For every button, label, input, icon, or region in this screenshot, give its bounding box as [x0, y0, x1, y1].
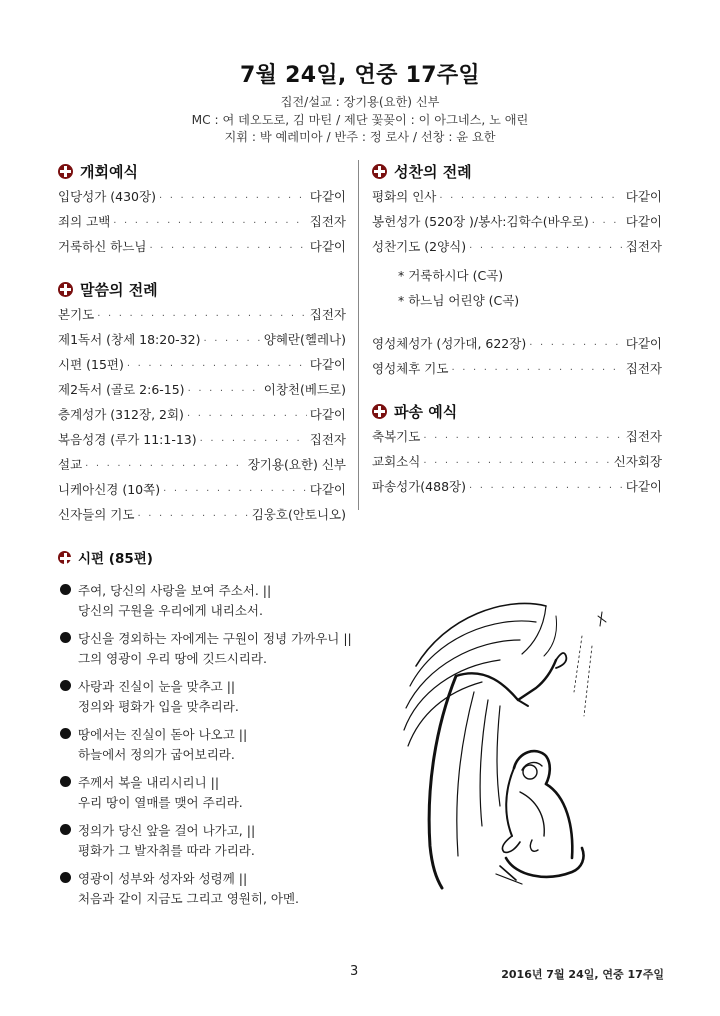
annunciation-illustration [396, 596, 628, 892]
order-item [58, 187, 346, 212]
left-column [58, 158, 346, 530]
section-header [58, 544, 378, 570]
order-item [58, 430, 346, 455]
leader-dots [529, 340, 623, 351]
order-item [372, 359, 662, 384]
item-label: 봉헌성가 (520장 )/봉사:김학수(바우로) [372, 214, 589, 229]
leader-dots [113, 218, 306, 229]
item-label: 설교 [58, 457, 83, 472]
page-number: 3 [350, 964, 359, 979]
verse-line: 당신을 경외하는 자에게는 구원이 정녕 가까우니 || [78, 630, 352, 646]
order-item [372, 452, 662, 477]
item-value: 집전자 [625, 239, 662, 254]
leader-dots [85, 461, 245, 472]
order-item [58, 355, 346, 380]
verse-line: 하늘에서 정의가 굽어보리라. [78, 747, 235, 762]
item-label: 교회소식 [372, 454, 421, 469]
order-item [58, 480, 346, 505]
order-item [372, 427, 662, 452]
cross-icon [372, 164, 387, 179]
section-header [58, 158, 346, 184]
cross-icon [58, 282, 73, 297]
item-value: 집전자 [309, 432, 346, 447]
credits-line: 지휘 : 박 예레미아 / 반주 : 정 로사 / 선창 : 윤 요한 [224, 130, 496, 144]
item-value: 다같이 [309, 357, 346, 372]
order-item [58, 305, 346, 330]
verse-line: 사랑과 진실이 눈을 맞추고 || [78, 678, 236, 694]
item-label: 복음성경 (루가 11:1-13) [58, 432, 197, 447]
item-label: 성찬기도 (2양식) [372, 239, 467, 254]
item-label: 시편 (15편) [58, 357, 124, 372]
item-label: 제1독서 (창세 18:20-32) [58, 332, 201, 347]
leader-dots [592, 218, 623, 229]
item-label: 층계성가 (312장, 2회) [58, 407, 184, 422]
verse-line: 정의와 평화가 입을 맞추리라. [78, 699, 239, 714]
item-value: 김웅호(안토니오) [251, 507, 346, 522]
order-item [58, 405, 346, 430]
item-value: 집전자 [625, 361, 662, 376]
section-header [372, 158, 662, 184]
verse-line: 평화가 그 발자취를 따라 가리라. [78, 843, 255, 858]
item-value: 양혜란(헬레나) [263, 332, 346, 347]
leader-dots [469, 243, 623, 254]
order-item [372, 187, 662, 212]
item-label: 입당성가 (430장) [58, 189, 156, 204]
verse-line: 그의 영광이 우리 땅에 깃드시리라. [78, 651, 267, 666]
leader-dots [439, 193, 622, 204]
section-header [58, 276, 346, 302]
verse-line: 당신의 구원을 우리에게 내리소서. [78, 603, 263, 618]
item-label: 평화의 인사 [372, 189, 437, 204]
leader-dots [127, 361, 307, 372]
item-label: 파송성가(488장) [372, 479, 466, 494]
bullet-icon [60, 872, 71, 883]
leader-dots [451, 365, 622, 376]
psalm-verse [58, 770, 378, 818]
leader-dots [188, 386, 261, 397]
section-title: 성찬의 전례 [394, 162, 472, 181]
item-label: 축복기도 [372, 429, 421, 444]
leader-dots [150, 243, 307, 254]
bullet-icon [60, 680, 71, 691]
psalm-verse [58, 722, 378, 770]
bullet-icon [60, 824, 71, 835]
leader-dots [187, 411, 307, 422]
item-label: 제2독서 (골로 2:6-15) [58, 382, 185, 397]
item-label: 영성체후 기도 [372, 361, 449, 376]
item-value: 집전자 [309, 214, 346, 229]
leader-dots [159, 193, 307, 204]
section-title: 시편 (85편) [78, 551, 153, 567]
section-title: 개회예식 [80, 162, 138, 181]
verse-line: 우리 땅이 열매를 맺어 주리라. [78, 795, 243, 810]
order-item [58, 237, 346, 262]
order-item [58, 330, 346, 355]
column-divider [358, 160, 359, 510]
leader-dots [423, 433, 622, 444]
order-item [372, 334, 662, 359]
verse-line: 정의가 당신 앞을 걸어 나가고, || [78, 822, 256, 838]
verse-line: 주께서 복을 내리시리니 || [78, 774, 220, 790]
order-item [58, 455, 346, 480]
item-value: 집전자 [625, 429, 662, 444]
item-value: 다같이 [309, 239, 346, 254]
item-label: 죄의 고백 [58, 214, 111, 229]
order-item [372, 237, 662, 262]
item-value: 다같이 [309, 482, 346, 497]
item-value: 다같이 [625, 336, 662, 351]
credits-line: 집전/설교 : 장기용(요한) 신부 [280, 95, 440, 109]
item-value: 다같이 [625, 479, 662, 494]
leader-dots [200, 436, 307, 447]
leader-dots [203, 336, 260, 347]
item-label: 거룩하신 하느님 [58, 239, 147, 254]
leader-dots [97, 311, 307, 322]
psalm-verse [58, 578, 378, 626]
item-value: 다같이 [309, 407, 346, 422]
item-value: 집전자 [309, 307, 346, 322]
order-item [372, 212, 662, 237]
sub-item: * 하느님 어린양 (C곡) [398, 293, 520, 308]
cross-icon [58, 551, 71, 564]
item-label: 니케아신경 (10쪽) [58, 482, 161, 497]
item-label: 본기도 [58, 307, 95, 322]
order-item [58, 505, 346, 530]
bullet-icon [60, 632, 71, 643]
order-item [58, 380, 346, 405]
leader-dots [163, 486, 307, 497]
leader-dots [137, 511, 248, 522]
cross-icon [58, 164, 73, 179]
verse-line: 영광이 성부와 성자와 성령께 || [78, 870, 248, 886]
leader-dots [423, 458, 610, 469]
verse-line: 주여, 당신의 사랑을 보여 주소서. || [78, 582, 272, 598]
section-title: 파송 예식 [394, 402, 458, 421]
sub-item: * 거룩하시다 (C곡) [398, 268, 504, 283]
item-value: 장기용(요한) 신부 [247, 457, 346, 472]
item-value: 신자회장 [613, 454, 662, 469]
section-title: 말씀의 전례 [80, 280, 158, 299]
psalm-section [58, 544, 378, 914]
verse-line: 처음과 같이 지금도 그리고 영원히, 아멘. [78, 891, 300, 906]
item-value: 다같이 [625, 214, 662, 229]
page-title: 7월 24일, 연중 17주일 [240, 63, 480, 88]
bullet-icon [60, 776, 71, 787]
right-column [372, 158, 662, 502]
section-header [372, 398, 662, 424]
item-value: 다같이 [625, 189, 662, 204]
psalm-verse [58, 626, 378, 674]
footer-date: 2016년 7월 24일, 연중 17주일 [501, 968, 664, 981]
cross-icon [372, 404, 387, 419]
credits-line: MC : 여 데오도로, 김 마틴 / 제단 꽃꽂이 : 이 아그네스, 노 애린 [191, 112, 529, 127]
order-item [58, 212, 346, 237]
item-value: 이창천(베드로) [263, 382, 346, 397]
item-value: 다같이 [309, 189, 346, 204]
psalm-verse [58, 818, 378, 866]
item-label: 신자들의 기도 [58, 507, 135, 522]
psalm-verse [58, 866, 378, 914]
credits [0, 94, 720, 147]
psalm-verse [58, 674, 378, 722]
bullet-icon [60, 728, 71, 739]
item-label: 영성체성가 (성가대, 622장) [372, 336, 527, 351]
leader-dots [469, 483, 623, 494]
bullet-icon [60, 584, 71, 595]
order-item [372, 477, 662, 502]
verse-line: 땅에서는 진실이 돋아 나오고 || [78, 726, 248, 742]
